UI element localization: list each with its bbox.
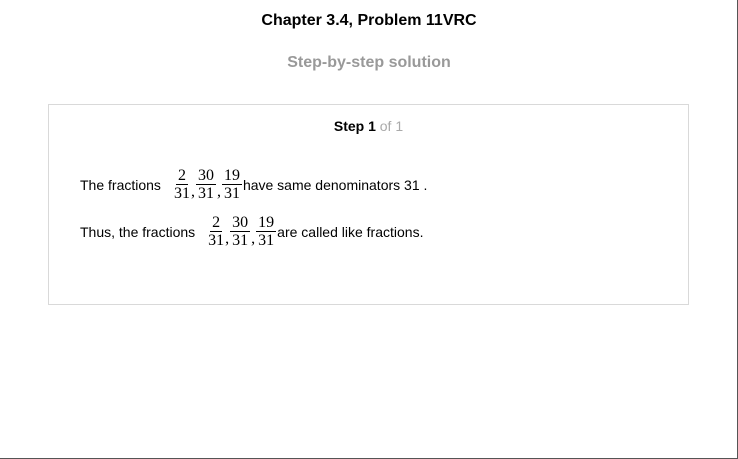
fraction-numerator: 30	[232, 214, 249, 231]
solution-subtitle: Step-by-step solution	[287, 54, 451, 71]
fraction-numerator: 19	[258, 214, 275, 231]
fraction-numerator: 2	[212, 214, 221, 231]
step-card	[48, 104, 689, 305]
fraction-numerator: 19	[223, 167, 240, 184]
line-1-prefix: The fractions	[80, 177, 161, 193]
fraction-denominator: 31	[258, 232, 275, 249]
fraction	[256, 214, 276, 250]
fraction-numerator: 30	[197, 167, 214, 184]
line-2-suffix: are called like fractions.	[277, 224, 424, 240]
fraction-denominator: 31	[197, 185, 214, 202]
fraction	[196, 167, 216, 203]
step-indicator	[49, 118, 688, 134]
comma: ,	[225, 230, 230, 247]
step-label: Step 1	[333, 118, 376, 134]
line-1-suffix: have same denominators 31 .	[242, 177, 428, 193]
fraction	[230, 214, 250, 250]
step-total: of 1	[379, 118, 404, 134]
fraction-denominator: 31	[223, 185, 240, 202]
fraction-denominator: 31	[173, 185, 190, 202]
comma: ,	[190, 183, 195, 200]
comma: ,	[216, 183, 221, 200]
page-title: Chapter 3.4, Problem 11VRC	[261, 12, 477, 29]
fraction	[222, 167, 242, 203]
comma: ,	[251, 230, 256, 247]
fraction-denominator: 31	[232, 232, 249, 249]
fraction	[174, 167, 190, 203]
solution-line-1	[80, 167, 427, 203]
fraction-denominator: 31	[208, 232, 225, 249]
fraction	[208, 214, 224, 250]
fraction-numerator: 2	[177, 167, 186, 184]
line-2-prefix: Thus, the fractions	[80, 224, 196, 240]
solution-line-2	[80, 214, 423, 250]
